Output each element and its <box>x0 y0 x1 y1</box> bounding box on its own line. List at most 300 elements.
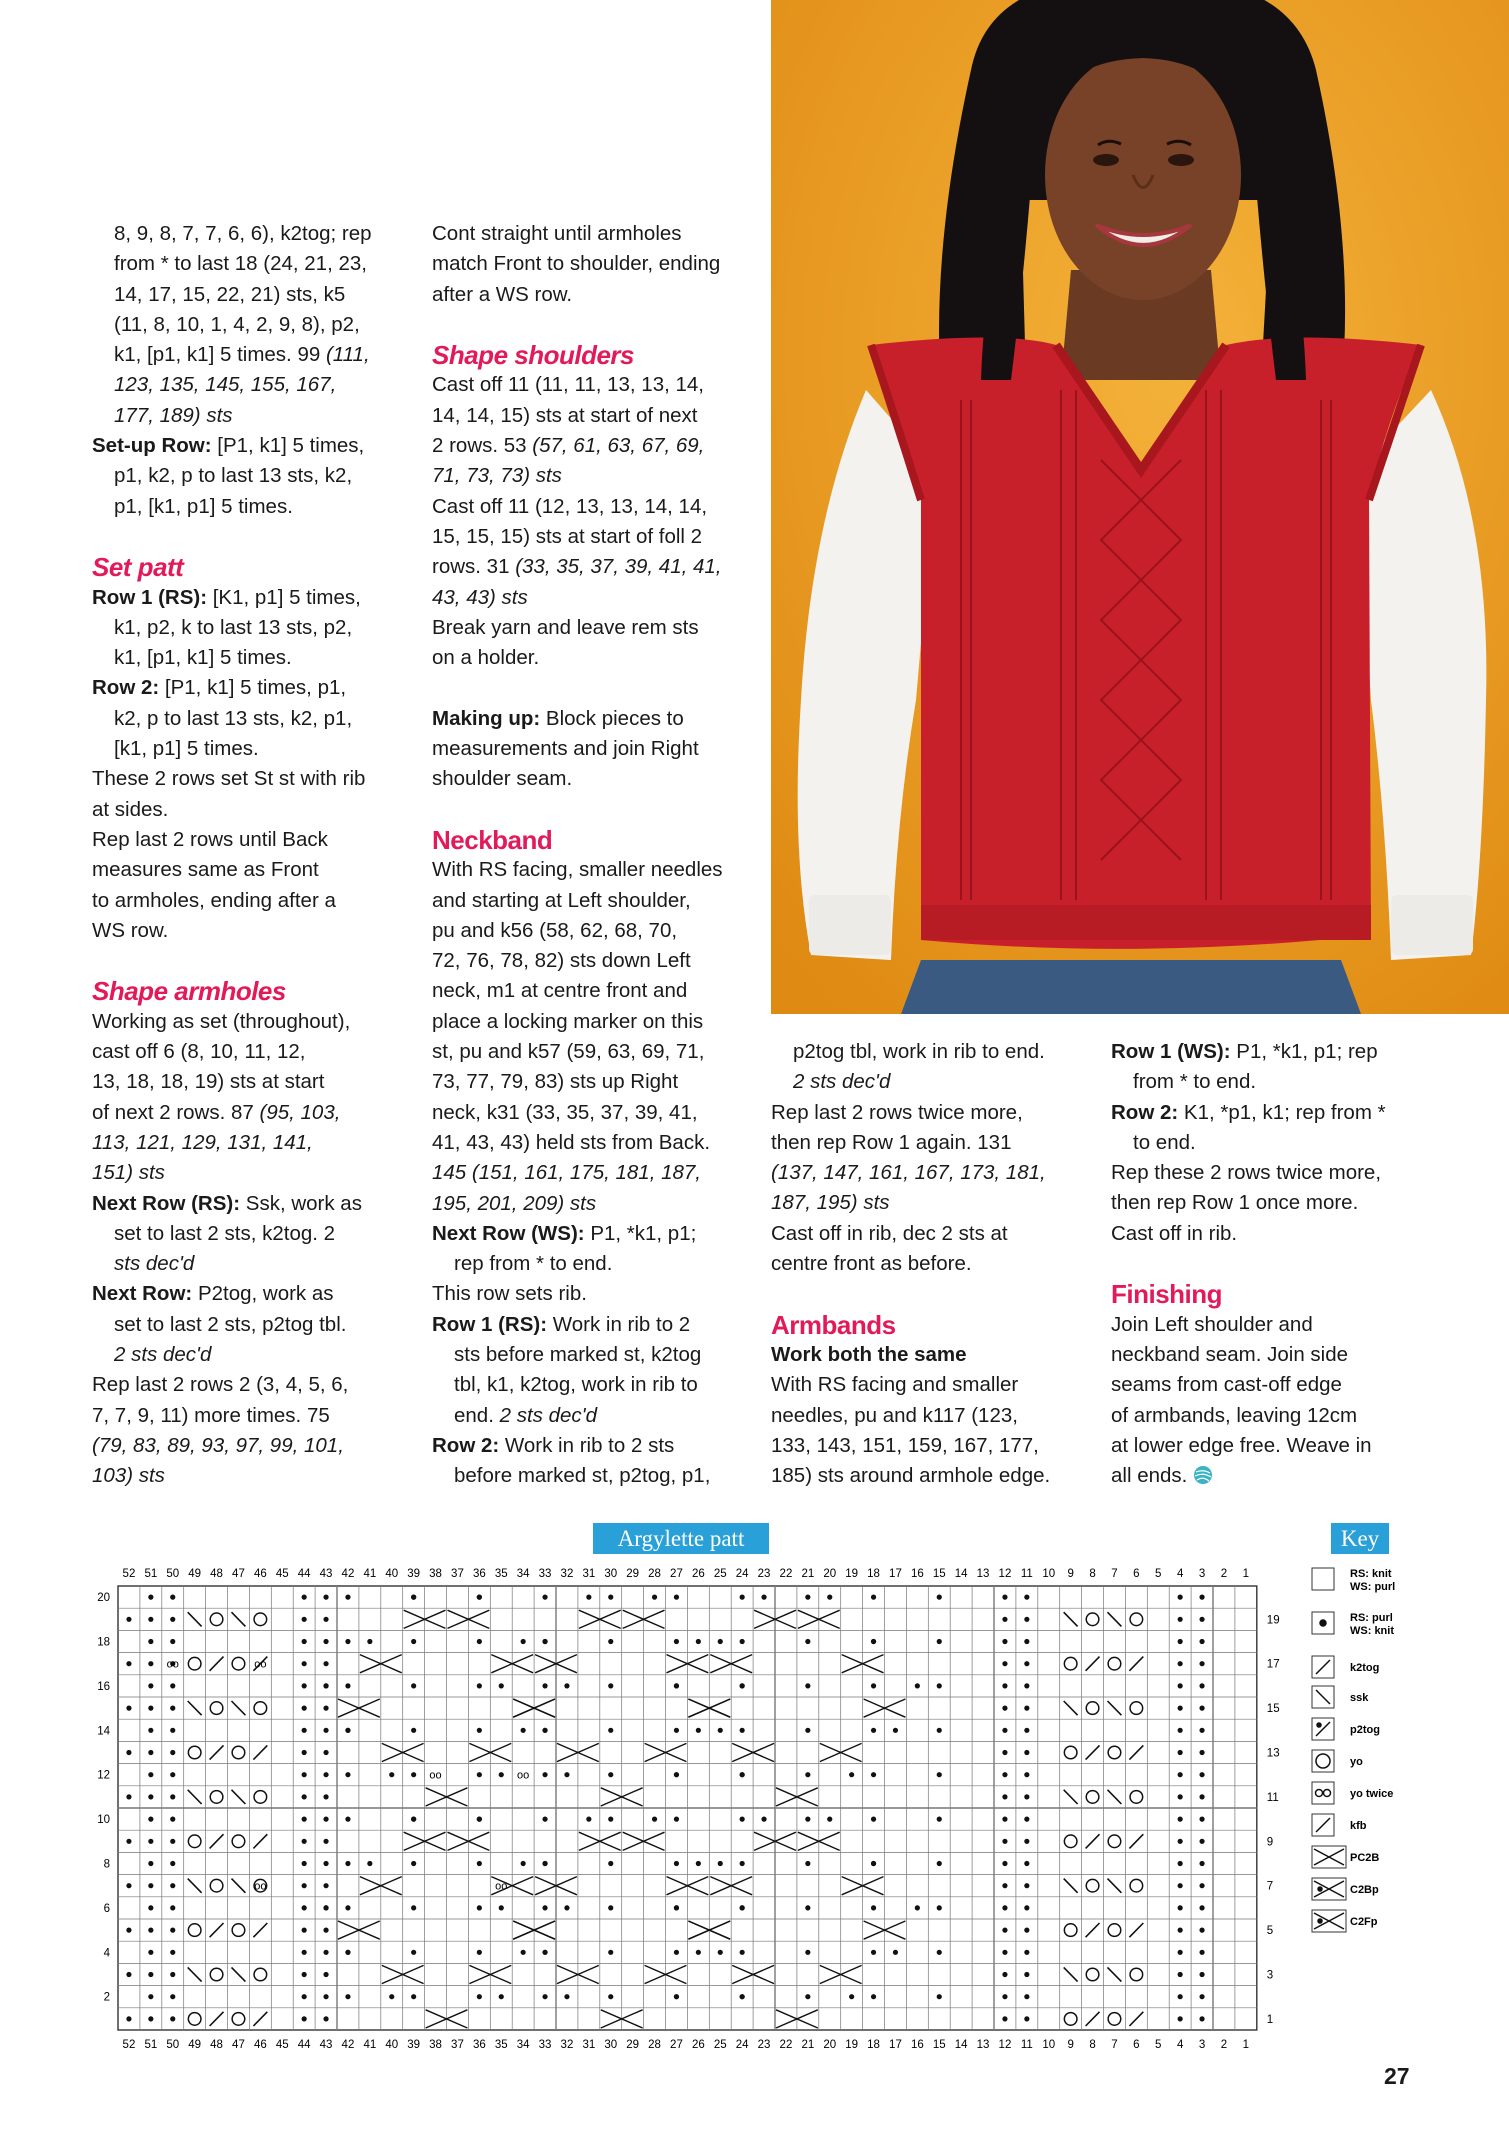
text-line: 72, 76, 78, 82) sts down Left <box>432 949 691 973</box>
purl-symbol <box>170 1750 175 1755</box>
purl-symbol <box>499 1772 504 1777</box>
text-line: 73, 77, 79, 83) sts up Right <box>432 1070 679 1094</box>
purl-symbol <box>1178 1817 1183 1822</box>
purl-symbol <box>148 1994 153 1999</box>
key-item-blank <box>1312 1568 1395 1593</box>
purl-symbol <box>148 1972 153 1977</box>
column-number: 31 <box>582 1568 596 1580</box>
column-number: 26 <box>691 2039 705 2048</box>
key-item-dot <box>1312 1612 1394 1637</box>
purl-symbol <box>1199 1639 1204 1644</box>
text-line: With RS facing and smaller <box>771 1373 1019 1397</box>
purl-symbol <box>849 1772 854 1777</box>
purl-symbol <box>937 1595 942 1600</box>
column-number: 10 <box>1042 2039 1056 2048</box>
text-line: These 2 rows set St st with rib <box>92 767 366 791</box>
purl-symbol <box>564 1683 569 1688</box>
purl-symbol <box>696 1639 701 1644</box>
purl-symbol <box>126 1928 131 1933</box>
column-number: 14 <box>954 1568 968 1580</box>
purl-symbol <box>937 1950 942 1955</box>
purl-symbol <box>477 1683 482 1688</box>
text-line: 151) sts <box>92 1161 165 1185</box>
purl-symbol <box>674 1994 679 1999</box>
next-row: Next Row: P2tog, work as <box>92 1282 334 1306</box>
purl-symbol <box>937 1683 942 1688</box>
purl-symbol <box>1024 1706 1029 1711</box>
yo-twice-symbol: oo <box>166 1658 179 1671</box>
purl-symbol <box>871 1595 876 1600</box>
text-line: set to last 2 sts, p2tog tbl. <box>114 1312 347 1336</box>
purl-symbol <box>302 1950 307 1955</box>
column-number: 12 <box>998 2039 1012 2048</box>
column-number: 6 <box>1133 2039 1140 2048</box>
purl-symbol <box>1199 1595 1204 1600</box>
key-item-ssk <box>1312 1686 1369 1708</box>
text-line: 41, 43, 43) held sts from Back. <box>432 1130 711 1154</box>
purl-symbol <box>1024 1794 1029 1799</box>
column-number: 50 <box>166 1568 180 1580</box>
column-number: 8 <box>1089 2039 1096 2048</box>
purl-symbol <box>1178 1683 1183 1688</box>
purl-symbol <box>805 1683 810 1688</box>
row-1-rs: Row 1 (RS): Work in rib to 2 <box>432 1312 691 1336</box>
column-number: 27 <box>670 1568 683 1580</box>
column-number: 10 <box>1042 1568 1056 1580</box>
purl-symbol <box>586 1595 591 1600</box>
purl-symbol <box>740 1994 745 1999</box>
purl-symbol <box>499 1994 504 1999</box>
text-line: Rep these 2 rows twice more, <box>1111 1161 1382 1185</box>
text-line: 2 sts dec'd <box>114 1342 212 1366</box>
set-patt-heading: Set patt <box>92 552 184 583</box>
purl-symbol <box>170 1683 175 1688</box>
column-number: 22 <box>779 2039 793 2048</box>
purl-symbol <box>805 1595 810 1600</box>
purl-symbol <box>849 1994 854 1999</box>
column-number: 17 <box>889 2039 902 2048</box>
purl-symbol <box>542 1950 547 1955</box>
column-number: 26 <box>691 1568 705 1580</box>
key-label: C2Fp <box>1350 1916 1378 1928</box>
purl-symbol <box>477 1861 482 1866</box>
model-photo <box>771 0 1509 1014</box>
purl-symbol <box>696 1950 701 1955</box>
purl-symbol <box>1002 1617 1007 1622</box>
purl-symbol <box>148 1772 153 1777</box>
purl-symbol <box>740 1683 745 1688</box>
key-label: yo <box>1350 1756 1363 1768</box>
purl-symbol <box>170 1839 175 1844</box>
making-up: Making up: Block pieces to <box>432 706 684 730</box>
purl-symbol <box>740 1861 745 1866</box>
column-number: 1 <box>1242 2039 1250 2048</box>
purl-symbol <box>542 1639 547 1644</box>
column-number: 51 <box>144 1568 158 1580</box>
column-number: 14 <box>954 2039 968 2048</box>
purl-symbol <box>1178 1794 1183 1799</box>
text-line: 185) sts around armhole edge. <box>771 1464 1051 1488</box>
purl-symbol <box>302 1772 307 1777</box>
column-number: 45 <box>275 1568 289 1580</box>
purl-symbol <box>521 1861 526 1866</box>
column-number: 51 <box>144 2039 158 2048</box>
column-number: 4 <box>1176 1568 1184 1580</box>
column-number: 22 <box>779 1568 793 1580</box>
row-number: 3 <box>1266 1969 1274 1982</box>
purl-symbol <box>827 1595 832 1600</box>
column-number: 45 <box>275 2039 289 2048</box>
purl-symbol <box>1002 1905 1007 1910</box>
column-number: 36 <box>472 2039 486 2048</box>
purl-symbol <box>871 1950 876 1955</box>
purl-symbol <box>761 1817 766 1822</box>
column-number: 43 <box>319 2039 333 2048</box>
column-number: 42 <box>341 2039 355 2048</box>
purl-symbol <box>696 1728 701 1733</box>
purl-symbol <box>323 1994 328 1999</box>
column-number: 5 <box>1155 1568 1162 1580</box>
yo-twice-symbol: oo <box>495 1880 508 1893</box>
purl-symbol <box>542 1861 547 1866</box>
key-label: C2Bp <box>1350 1884 1379 1896</box>
purl-symbol <box>148 1661 153 1666</box>
purl-symbol <box>937 1728 942 1733</box>
purl-symbol <box>1024 1595 1029 1600</box>
text-line: shoulder seam. <box>432 767 573 791</box>
purl-symbol <box>1024 2016 1029 2021</box>
text-line: (11, 8, 10, 1, 4, 2, 9, 8), p2, <box>114 312 360 336</box>
armbands-heading: Armbands <box>771 1309 896 1340</box>
text-line: This row sets rib. <box>432 1282 587 1306</box>
column-number: 37 <box>451 2039 464 2048</box>
purl-symbol <box>323 1905 328 1910</box>
model-photo-illustration <box>771 0 1509 1014</box>
purl-symbol <box>389 1772 394 1777</box>
text-line: k2, p to last 13 sts, k2, p1, <box>114 706 353 730</box>
column-number: 18 <box>867 2039 880 2048</box>
column-number: 31 <box>582 2039 596 2048</box>
text-line: WS row. <box>92 918 169 942</box>
purl-symbol <box>1178 1905 1183 1910</box>
purl-symbol <box>345 1595 350 1600</box>
column-number: 42 <box>341 1568 355 1580</box>
text-line: then rep Row 1 again. 131 <box>771 1130 1012 1154</box>
purl-symbol <box>1002 1994 1007 1999</box>
purl-symbol <box>170 1928 175 1933</box>
column-number: 15 <box>932 1568 946 1580</box>
column-number: 23 <box>757 2039 771 2048</box>
column-number: 13 <box>976 2039 990 2048</box>
text-line: of armbands, leaving 12cm <box>1111 1403 1358 1427</box>
purl-symbol <box>411 1639 416 1644</box>
column-number: 24 <box>735 2039 749 2048</box>
row-number: 11 <box>1266 1791 1279 1804</box>
purl-symbol <box>148 1883 153 1888</box>
purl-symbol <box>1024 1839 1029 1844</box>
purl-symbol <box>1024 1772 1029 1777</box>
purl-symbol <box>542 1595 547 1600</box>
purl-symbol <box>126 1883 131 1888</box>
purl-symbol <box>871 1772 876 1777</box>
text-line: sts before marked st, k2tog <box>454 1342 702 1366</box>
column-number: 39 <box>407 1568 421 1580</box>
purl-symbol <box>1199 1928 1204 1933</box>
column-number: 25 <box>713 1568 727 1580</box>
column-number: 33 <box>538 1568 552 1580</box>
column-number: 20 <box>823 1568 837 1580</box>
purl-symbol <box>521 1950 526 1955</box>
purl-symbol <box>674 1772 679 1777</box>
purl-symbol <box>1178 1928 1183 1933</box>
purl-symbol <box>323 2016 328 2021</box>
text-line: p1, k2, p to last 13 sts, k2, <box>114 464 353 488</box>
text-line: Working as set (throughout), <box>92 1009 351 1033</box>
purl-symbol <box>1002 1639 1007 1644</box>
text-line: centre front as before. <box>771 1252 972 1276</box>
row-number: 13 <box>1266 1747 1280 1760</box>
text-line: neck, k31 (33, 35, 37, 39, 41, <box>432 1100 698 1124</box>
column-number: 9 <box>1067 1568 1074 1580</box>
purl-symbol <box>345 1683 350 1688</box>
yo-twice-symbol: oo <box>517 1769 530 1782</box>
purl-symbol <box>148 1928 153 1933</box>
column-number: 3 <box>1198 1568 1206 1580</box>
purl-symbol <box>542 1905 547 1910</box>
column-number: 24 <box>735 1568 749 1580</box>
purl-symbol <box>1024 1905 1029 1910</box>
text-line: neck, m1 at centre front and <box>432 979 688 1003</box>
purl-symbol <box>323 1928 328 1933</box>
column-number: 46 <box>253 2039 267 2048</box>
column-number: 35 <box>494 1568 508 1580</box>
purl-symbol <box>323 1794 328 1799</box>
column-number: 12 <box>998 1568 1012 1580</box>
yo-twice-symbol: oo <box>254 1658 267 1671</box>
purl-symbol <box>1002 1817 1007 1822</box>
purl-symbol <box>740 1817 745 1822</box>
purl-symbol <box>170 1706 175 1711</box>
purl-symbol <box>477 1950 482 1955</box>
column-number: 38 <box>429 1568 442 1580</box>
purl-symbol <box>126 1750 131 1755</box>
purl-symbol <box>411 1817 416 1822</box>
purl-symbol <box>937 1817 942 1822</box>
column-number: 9 <box>1067 2039 1074 2048</box>
purl-symbol <box>1002 1794 1007 1799</box>
purl-symbol <box>302 1750 307 1755</box>
purl-symbol <box>323 1639 328 1644</box>
text-line: 113, 121, 129, 131, 141, <box>92 1130 313 1154</box>
row-number: 16 <box>97 1680 110 1693</box>
purl-symbol <box>608 1861 613 1866</box>
purl-symbol <box>564 1994 569 1999</box>
purl-symbol <box>805 1861 810 1866</box>
column-number: 25 <box>713 2039 727 2048</box>
purl-symbol <box>1178 1728 1183 1733</box>
column-number: 21 <box>801 1568 815 1580</box>
purl-symbol <box>1199 1794 1204 1799</box>
purl-symbol <box>1178 2016 1183 2021</box>
purl-symbol <box>521 1639 526 1644</box>
purl-symbol <box>1178 1772 1183 1777</box>
purl-symbol <box>1199 1706 1204 1711</box>
column-number: 34 <box>516 2039 530 2048</box>
purl-symbol <box>302 1905 307 1910</box>
purl-symbol <box>805 1905 810 1910</box>
column-number: 17 <box>889 1568 902 1580</box>
column-number: 37 <box>451 1568 464 1580</box>
purl-symbol <box>170 1883 175 1888</box>
purl-symbol <box>170 1794 175 1799</box>
text-line: Cast off in rib, dec 2 sts at <box>771 1221 1008 1245</box>
yo-twice-symbol: oo <box>254 1880 267 1893</box>
purl-symbol <box>1199 1617 1204 1622</box>
column-number: 30 <box>604 2039 618 2048</box>
column-number: 1 <box>1242 1568 1250 1580</box>
row-number: 12 <box>97 1769 110 1782</box>
purl-symbol <box>170 1972 175 1977</box>
purl-symbol <box>411 1772 416 1777</box>
purl-symbol <box>1002 1683 1007 1688</box>
purl-symbol <box>740 1950 745 1955</box>
purl-symbol <box>323 1772 328 1777</box>
column-1 <box>92 219 392 1491</box>
column-number: 39 <box>407 2039 421 2048</box>
purl-symbol <box>170 2016 175 2021</box>
text-line: 195, 201, 209) sts <box>432 1191 597 1215</box>
purl-symbol <box>1002 2016 1007 2021</box>
page-number: 27 <box>1384 2063 1410 2089</box>
purl-symbol <box>915 1683 920 1688</box>
purl-symbol <box>170 1595 175 1600</box>
shape-armholes-heading: Shape armholes <box>92 976 286 1007</box>
purl-symbol <box>1002 1861 1007 1866</box>
purl-symbol <box>608 1728 613 1733</box>
text-line: k1, [p1, k1] 5 times. 99 (111, <box>114 343 370 367</box>
purl-symbol <box>302 1928 307 1933</box>
purl-symbol <box>367 1861 372 1866</box>
purl-symbol <box>126 1661 131 1666</box>
text-line: measures same as Front <box>92 858 319 882</box>
column-number: 43 <box>319 1568 333 1580</box>
row-number: 5 <box>1266 1925 1274 1938</box>
column-number: 27 <box>670 2039 683 2048</box>
text-line: 177, 189) sts <box>114 403 233 427</box>
purl-symbol <box>170 1617 175 1622</box>
purl-symbol <box>126 1794 131 1799</box>
purl-symbol <box>608 1639 613 1644</box>
purl-symbol <box>893 1728 898 1733</box>
purl-symbol <box>805 1950 810 1955</box>
row-number: 8 <box>103 1858 110 1871</box>
purl-symbol <box>1002 1661 1007 1666</box>
purl-symbol <box>1002 1706 1007 1711</box>
purl-symbol <box>1178 1750 1183 1755</box>
purl-symbol <box>148 1728 153 1733</box>
key-item-pc2b <box>1312 1846 1379 1868</box>
row-2: Row 2: [P1, k1] 5 times, p1, <box>92 676 347 700</box>
purl-symbol <box>937 1905 942 1910</box>
purl-symbol <box>608 1595 613 1600</box>
column-number: 34 <box>516 1568 530 1580</box>
purl-symbol <box>170 1728 175 1733</box>
row-number: 20 <box>97 1592 110 1605</box>
column-number: 38 <box>429 2039 442 2048</box>
purl-symbol <box>805 1639 810 1644</box>
row-number: 10 <box>97 1814 110 1827</box>
purl-symbol <box>302 1817 307 1822</box>
key-title: Key <box>1331 1523 1389 1554</box>
column-number: 47 <box>232 1568 245 1580</box>
row-number: 1 <box>1266 2013 1274 2026</box>
purl-symbol <box>564 1905 569 1910</box>
text-line: Cast off 11 (12, 13, 13, 14, 14, <box>432 494 708 518</box>
text-line: cast off 6 (8, 10, 11, 12, <box>92 1040 306 1064</box>
purl-symbol <box>148 1750 153 1755</box>
purl-symbol <box>1178 1994 1183 1999</box>
column-number: 11 <box>1020 1568 1033 1580</box>
column-number: 11 <box>1020 2039 1033 2048</box>
purl-symbol <box>148 1595 153 1600</box>
purl-symbol <box>1024 1639 1029 1644</box>
purl-symbol <box>1024 1994 1029 1999</box>
purl-symbol <box>148 1817 153 1822</box>
column-number: 7 <box>1111 2039 1118 2048</box>
text-line: 187, 195) sts <box>771 1191 890 1215</box>
purl-symbol <box>323 1817 328 1822</box>
purl-symbol <box>1199 2016 1204 2021</box>
text-line: on a holder. <box>432 646 540 670</box>
row-number: 15 <box>1266 1703 1280 1716</box>
key-item-c2fp <box>1312 1910 1378 1932</box>
purl-symbol <box>302 1595 307 1600</box>
text-line: from * to last 18 (24, 21, 23, <box>114 252 367 276</box>
shape-shoulders-heading: Shape shoulders <box>432 340 634 371</box>
purl-symbol <box>542 1683 547 1688</box>
text-line: 103) sts <box>92 1464 165 1488</box>
text-line: 71, 73, 73) sts <box>432 464 562 488</box>
text-line: (137, 147, 161, 167, 173, 181, <box>771 1161 1046 1185</box>
purl-symbol <box>302 1972 307 1977</box>
text-line: 123, 135, 145, 155, 167, <box>114 373 337 397</box>
purl-symbol <box>170 1817 175 1822</box>
purl-symbol <box>323 1950 328 1955</box>
neckband-heading: Neckband <box>432 824 553 855</box>
purl-symbol <box>740 1772 745 1777</box>
text-line: measurements and join Right <box>432 737 699 761</box>
purl-symbol <box>1002 1928 1007 1933</box>
purl-symbol <box>345 1994 350 1999</box>
key-label: yo twice <box>1350 1788 1394 1800</box>
text-line: then rep Row 1 once more. <box>1111 1191 1359 1215</box>
purl-symbol <box>1024 1728 1029 1733</box>
purl-symbol <box>170 1950 175 1955</box>
purl-symbol <box>674 1817 679 1822</box>
text-line: 145 (151, 161, 175, 181, 187, <box>432 1161 702 1185</box>
purl-symbol <box>608 1950 613 1955</box>
key-item-c2bp <box>1312 1878 1379 1900</box>
purl-symbol <box>148 1617 153 1622</box>
purl-symbol <box>608 1817 613 1822</box>
purl-symbol <box>411 1728 416 1733</box>
purl-symbol <box>1024 1750 1029 1755</box>
purl-symbol <box>674 1639 679 1644</box>
column-4 <box>1111 1037 1441 1491</box>
purl-symbol <box>323 1839 328 1844</box>
purl-symbol <box>411 1595 416 1600</box>
purl-symbol <box>477 1728 482 1733</box>
